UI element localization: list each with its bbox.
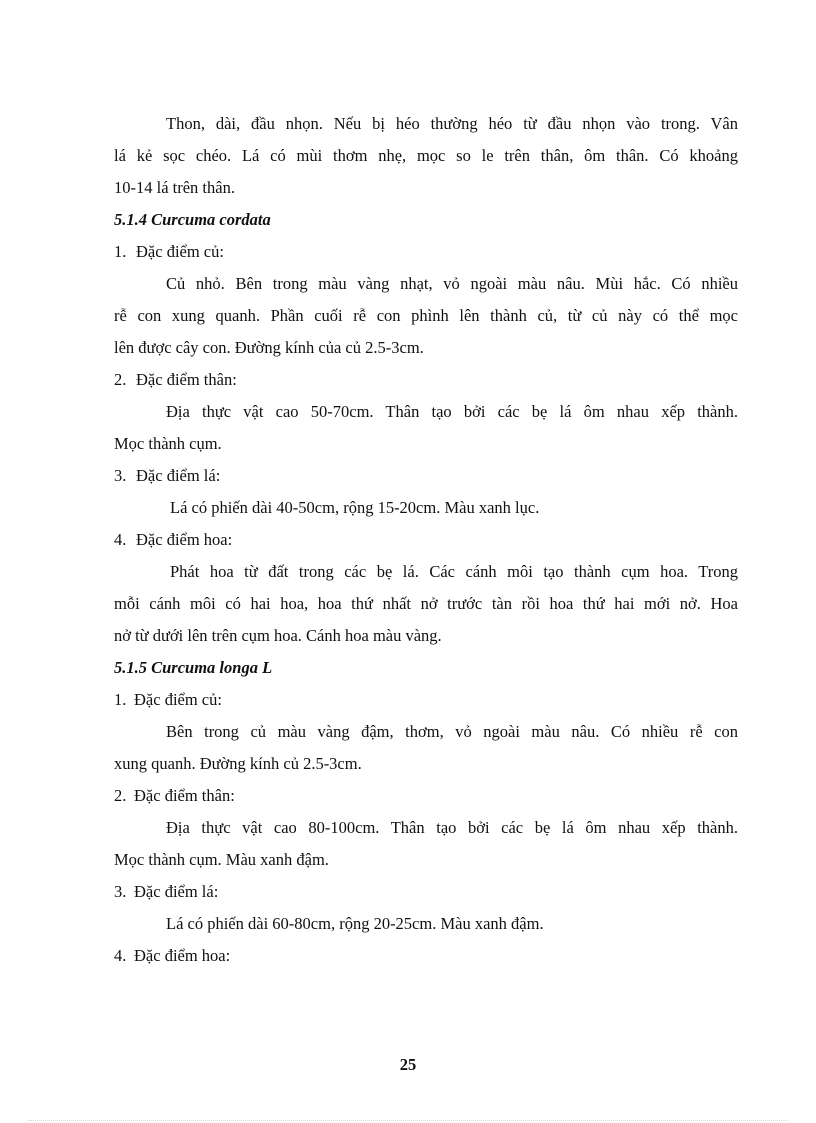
paragraph-line: lên được cây con. Đường kính của củ 2.5-3cm. — [114, 338, 424, 357]
list-number: 4. — [114, 530, 127, 549]
list-label: Đặc điểm lá: — [134, 882, 219, 901]
list-item-cu — [114, 684, 738, 716]
list-item-cu — [114, 236, 738, 268]
list-number: 3. — [114, 466, 127, 485]
list-label: Đặc điểm củ: — [136, 242, 224, 261]
paragraph-line: Lá có phiến dài 60-80cm, rộng 20-25cm. Màu xanh đậm. — [166, 914, 544, 933]
list-number: 4. — [114, 946, 127, 965]
list-label: Đặc điểm lá: — [136, 466, 221, 485]
paragraph-line: lá kẻ sọc chéo. Lá có mùi thơm nhẹ, mọc so le trên thân, ôm thân. Có khoảng — [114, 146, 738, 165]
paragraph-line: Mọc thành cụm. Màu xanh đậm. — [114, 850, 329, 869]
document-page — [114, 108, 738, 972]
paragraph-line: 10-14 lá trên thân. — [114, 178, 235, 197]
list-label: Đặc điểm hoa: — [136, 530, 233, 549]
paragraph-line: Củ nhỏ. Bên trong màu vàng nhạt, vỏ ngoài màu nâu. Mùi hắc. Có nhiều — [166, 274, 738, 293]
paragraph-line: Địa thực vật cao 50-70cm. Thân tạo bởi các bẹ lá ôm nhau xếp thành. — [166, 402, 738, 421]
page-number: 25 — [399, 1055, 417, 1074]
paragraph-line: xung quanh. Đường kính củ 2.5-3cm. — [114, 754, 362, 773]
list-label: Đặc điểm thân: — [136, 370, 237, 389]
paragraph-line: Lá có phiến dài 40-50cm, rộng 15-20cm. Màu xanh lục. — [170, 498, 540, 517]
list-item-la — [114, 460, 738, 492]
list-number: 1. — [114, 242, 127, 261]
list-item-hoa — [114, 524, 738, 556]
paragraph-line: mỗi cánh môi có hai hoa, hoa thứ nhất nở trước tàn rồi hoa thứ hai mới nở. Hoa — [114, 594, 738, 613]
list-number: 2. — [114, 786, 127, 805]
paragraph-line: Địa thực vật cao 80-100cm. Thân tạo bởi các bẹ lá ôm nhau xếp thành. — [166, 818, 738, 837]
paragraph-line: Thon, dài, đầu nhọn. Nếu bị héo thường héo từ đầu nhọn vào trong. Vân — [166, 114, 738, 133]
list-number: 2. — [114, 370, 127, 389]
list-label: Đặc điểm củ: — [134, 690, 222, 709]
list-label: Đặc điểm thân: — [134, 786, 235, 805]
section-heading-curcuma-longa: 5.1.5 Curcuma longa L — [114, 658, 273, 677]
paragraph-line: Phát hoa từ đất trong các bẹ lá. Các cánh môi tạo thành cụm hoa. Trong — [170, 562, 738, 581]
list-number: 3. — [114, 882, 127, 901]
paragraph-line: Bên trong củ màu vàng đậm, thơm, vỏ ngoài màu nâu. Có nhiều rễ con — [166, 722, 738, 741]
list-item-hoa — [114, 940, 738, 972]
page-bottom-divider — [28, 1120, 788, 1121]
list-number: 1. — [114, 690, 127, 709]
paragraph-line: rễ con xung quanh. Phần cuối rễ con phình lên thành củ, từ củ này có thể mọc — [114, 306, 738, 325]
paragraph-line: Mọc thành cụm. — [114, 434, 222, 453]
section-heading-curcuma-cordata: 5.1.4 Curcuma cordata — [114, 210, 271, 229]
list-label: Đặc điểm hoa: — [134, 946, 231, 965]
list-item-la — [114, 876, 738, 908]
paragraph-line: nở từ dưới lên trên cụm hoa. Cánh hoa màu vàng. — [114, 626, 442, 645]
list-item-than — [114, 780, 738, 812]
list-item-than — [114, 364, 738, 396]
